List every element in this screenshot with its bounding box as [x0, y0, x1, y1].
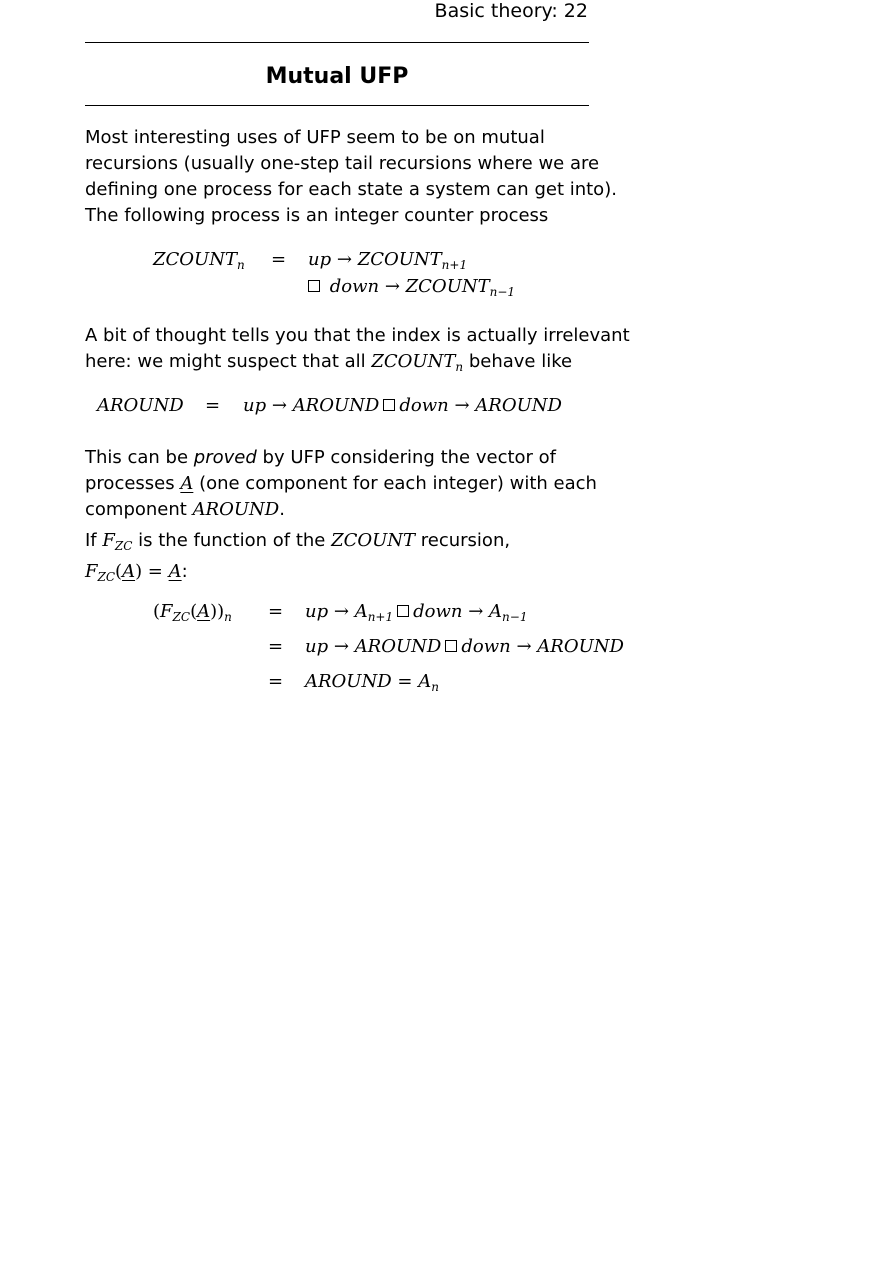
function-line-1: If $F_{ZC}$ is the function of the ZCOUNT recursion,: [85, 530, 511, 553]
derivation-row-2: up → AROUND down → AROUND: [305, 636, 624, 657]
external-choice-box-icon: [308, 280, 320, 292]
derivation-row-1: up → $A_{n+1}$ down → $A_{n-1}$: [305, 601, 528, 624]
proof-line-1: This can be proved by UFP considering the vector of: [85, 447, 557, 468]
around-equation: AROUND: [97, 395, 184, 416]
thought-line-2: here: we might suspect that all $ZCOUNT_n$ behave like: [85, 351, 573, 374]
derivation-eq-2: =: [268, 636, 284, 657]
title-rule-bottom: [85, 105, 589, 106]
around-equation-rhs: up → AROUND down → AROUND: [243, 395, 562, 416]
derivation-eq-3: =: [268, 671, 284, 692]
thought-line-1: A bit of thought tells you that the index is actually irrelevant: [85, 325, 630, 346]
thought-paragraph: [85, 323, 630, 380]
external-choice-box-icon: [445, 640, 457, 652]
derivation-lhs: $(F_{ZC}(A))_n$: [153, 601, 232, 624]
function-line-2: $F_{ZC}(A) = A$:: [85, 561, 188, 584]
function-paragraph: [85, 528, 605, 590]
intro-line-4: The following process is an integer counter process: [85, 205, 549, 226]
intro-line-1: Most interesting uses of UFP seem to be on mutual: [85, 127, 545, 148]
proof-paragraph: [85, 445, 605, 523]
derivation-eq-1: =: [268, 601, 284, 622]
external-choice-box-icon: [397, 605, 409, 617]
intro-paragraph: [85, 125, 617, 229]
derivation-row-3: AROUND = $A_n$: [305, 671, 439, 694]
title-rule-top: [85, 42, 589, 43]
intro-line-3: defining one process for each state a system can get into).: [85, 179, 617, 200]
zcount-equation-line2: down → $ZCOUNT_{n-1}$: [308, 276, 515, 299]
around-equation-eq: =: [205, 395, 221, 416]
slide-title: Mutual UFP: [265, 64, 409, 89]
zcount-equation-eq: =: [271, 249, 287, 270]
running-header: Basic theory: 22: [434, 0, 588, 22]
proof-line-3: component AROUND.: [85, 499, 285, 520]
external-choice-box-icon: [383, 399, 395, 411]
zcount-equation-lhs: $ZCOUNT_n$: [153, 249, 245, 272]
intro-line-2: recursions (usually one-step tail recursions where we are: [85, 153, 600, 174]
proof-line-2: processes A (one component for each integer) with each: [85, 473, 597, 494]
zcount-equation-line1: up → $ZCOUNT_{n+1}$: [308, 249, 468, 272]
